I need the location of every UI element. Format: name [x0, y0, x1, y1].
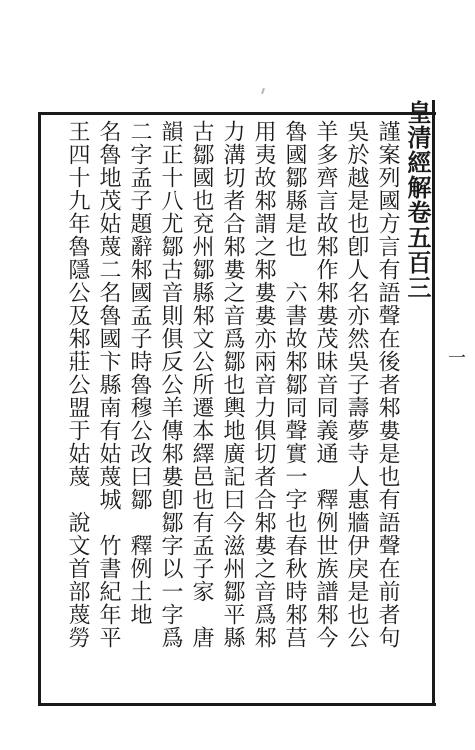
page-corner-mark: 一 — [448, 348, 466, 369]
text-column-11: 王四十九年魯隱公及邾莊公盟于姑蔑 說文首部蔑勞 — [65, 120, 90, 649]
text-column-2: 吳於越是也卽人名亦然吳子壽夢寺人惠牆伊戾是也公 — [344, 120, 369, 649]
text-column-6: 力溝切者合邾婁之音爲鄒也輿地廣記曰今滋州鄒平縣 — [220, 120, 245, 649]
text-column-5: 用夷故邾謂之邾婁婁亦兩音力俱切者合邾婁之音爲邾 — [251, 120, 276, 649]
text-column-9: 二字孟子題辭邾國孟子時魯穆公改曰鄒 釋例土地 — [127, 120, 152, 626]
text-column-8: 韻正十八尤鄒古音則俱反公羊傳邾婁卽鄒字以一字爲 — [158, 120, 183, 649]
text-column-10: 名魯地茂姑蔑二名魯國卞縣南有姑蔑城 竹書紀年平 — [96, 120, 121, 649]
text-column-7: 古鄒國也兗州鄒縣邾文公所遷本繹邑也有孟子家 唐 — [189, 120, 214, 649]
frame-right-rule — [432, 100, 435, 706]
ink-smudge — [261, 88, 265, 94]
text-column-4: 魯國鄒縣是也 六書故邾鄒同聲實一字也春秋時邾莒 — [282, 120, 307, 649]
page-header: 皇清經解卷五百三 — [403, 100, 432, 300]
text-column-3: 羊多齊言故邾作邾婁茂昧音同義通 釋例世族譜邾今 — [313, 120, 338, 649]
text-column-1: 謹案列國方言有語聲在後者邾婁是也有語聲在前者句 — [375, 120, 400, 649]
